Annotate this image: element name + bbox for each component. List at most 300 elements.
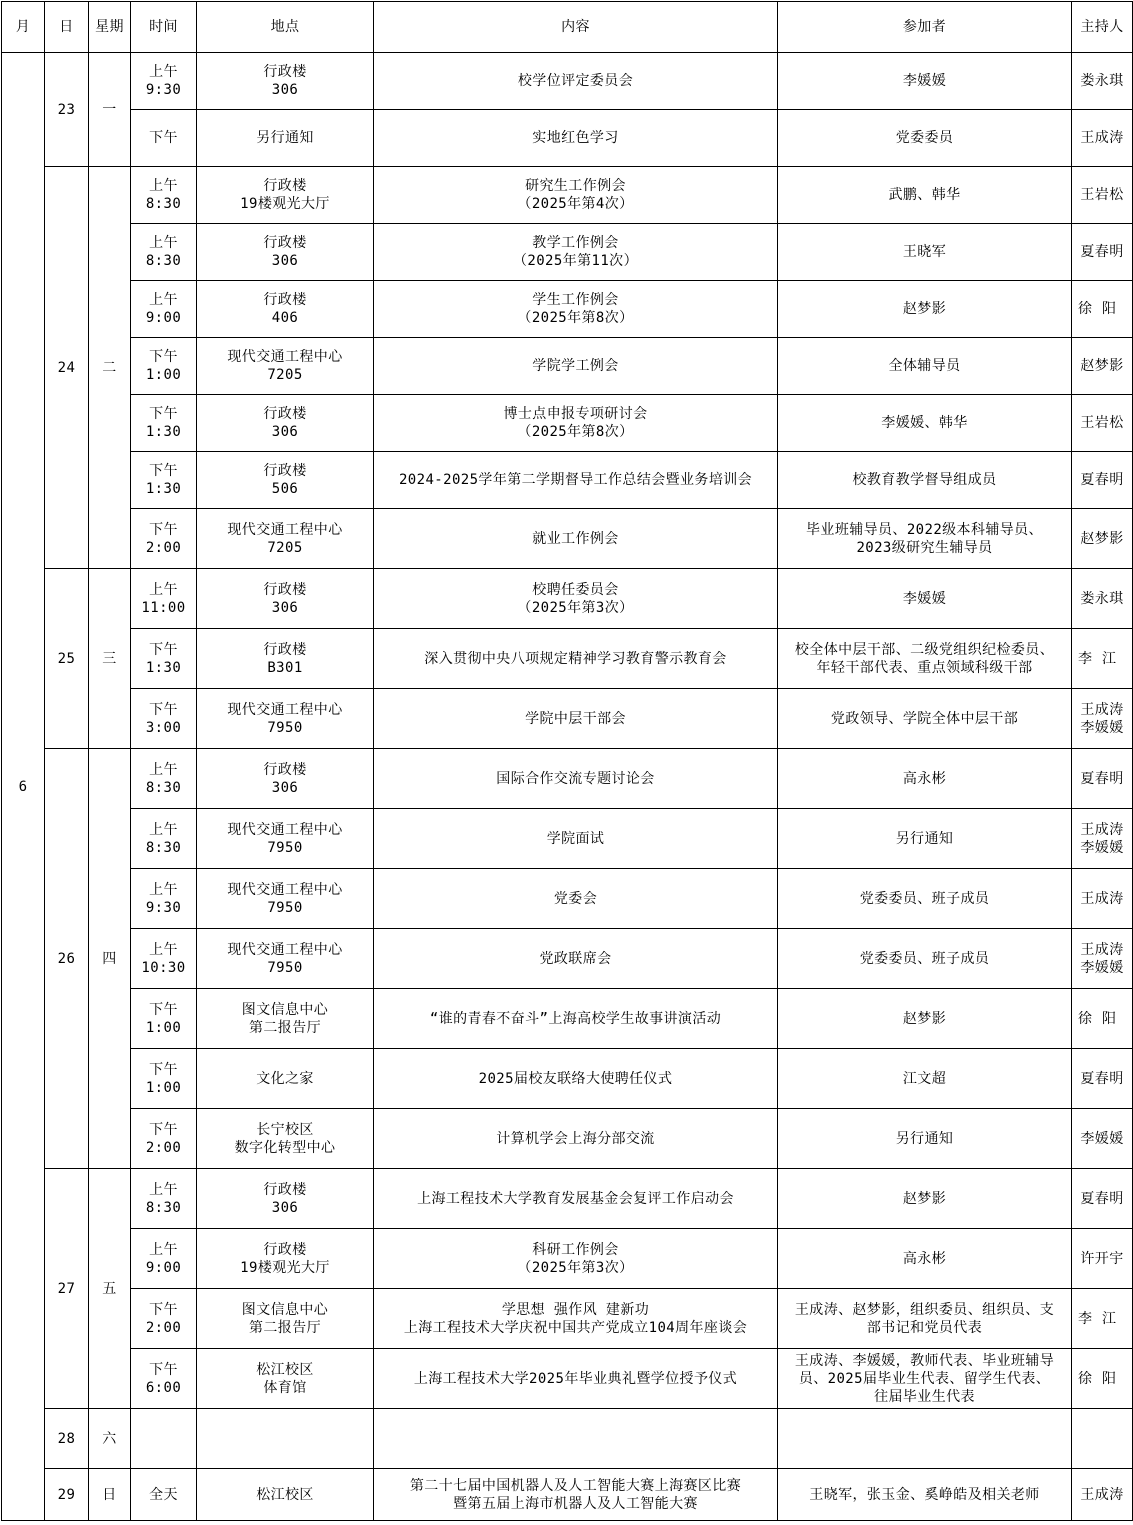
content-cell <box>374 224 778 281</box>
day-cell: 23 <box>45 53 89 167</box>
table-row <box>2 809 1133 869</box>
participants-cell <box>778 452 1072 509</box>
time-line: 下午 <box>149 521 178 538</box>
participants-cell <box>778 749 1072 809</box>
header-participants: 参加者 <box>778 2 1072 53</box>
location-line: 另行通知 <box>256 130 314 146</box>
content-line: 科研工作例会 <box>532 1241 619 1258</box>
location-cell <box>197 1409 374 1469</box>
host-line: 夏春明 <box>1080 1070 1124 1087</box>
time-line: 上午 <box>149 821 178 838</box>
participants-line: 李媛媛、韩华 <box>881 415 968 431</box>
location-line: 7950 <box>267 719 303 736</box>
day-cell: 28 <box>45 1409 89 1469</box>
location-cell <box>197 452 374 509</box>
location-cell <box>197 167 374 224</box>
host-cell <box>1072 1289 1133 1349</box>
host-cell <box>1072 1049 1133 1109</box>
participants-line: 部书记和党员代表 <box>866 1319 983 1336</box>
time-cell <box>131 749 197 809</box>
participants-cell <box>778 1469 1072 1521</box>
time-line: 8:30 <box>145 1199 182 1216</box>
content-line: （2025年第3次） <box>517 1259 634 1276</box>
participants-cell <box>778 569 1072 629</box>
location-cell <box>197 569 374 629</box>
table-row <box>2 989 1133 1049</box>
time-cell <box>131 1289 197 1349</box>
time-cell <box>131 395 197 452</box>
location-line: 行政楼 <box>263 463 307 479</box>
location-line: 图文信息中心 <box>241 1301 329 1318</box>
content-cell <box>374 1349 778 1409</box>
content-line: 上海工程技术大学庆祝中国共产党成立104周年座谈会 <box>403 1319 748 1336</box>
time-line: 11:00 <box>141 599 186 616</box>
time-cell <box>131 281 197 338</box>
time-line: 上午 <box>149 581 178 598</box>
host-line: 赵梦影 <box>1080 358 1124 374</box>
time-cell <box>131 689 197 749</box>
location-line: 19楼观光大厅 <box>240 196 330 212</box>
location-line: 行政楼 <box>263 641 307 658</box>
time-line: 上午 <box>149 292 178 308</box>
participants-line: 校全体中层干部、二级党组织纪检委员、 <box>794 641 1055 658</box>
time-line: 上午 <box>149 178 178 194</box>
time-line: 下午 <box>149 1301 178 1318</box>
participants-cell <box>778 929 1072 989</box>
table-row <box>2 452 1133 509</box>
location-cell <box>197 1049 374 1109</box>
table-row <box>2 395 1133 452</box>
content-line: （2025年第8次） <box>517 424 634 440</box>
participants-cell <box>778 224 1072 281</box>
location-cell <box>197 1349 374 1409</box>
time-cell <box>131 509 197 569</box>
participants-line: 2023级研究生辅导员 <box>856 539 993 556</box>
time-cell <box>131 110 197 167</box>
location-cell <box>197 689 374 749</box>
day-cell: 26 <box>45 749 89 1169</box>
content-cell <box>374 809 778 869</box>
day-cell: 27 <box>45 1169 89 1409</box>
content-line: 研究生工作例会 <box>525 178 626 194</box>
host-line: 李媛媛 <box>1080 959 1124 976</box>
content-line: 学思想 强作风 建新功 <box>501 1301 650 1318</box>
participants-line: 李媛媛 <box>902 73 947 89</box>
location-line: 行政楼 <box>263 1241 307 1258</box>
host-line: 王岩松 <box>1080 187 1124 203</box>
content-line: 实地红色学习 <box>532 130 619 146</box>
host-line: 徐阳 <box>1078 1010 1126 1027</box>
participants-line: 王晓军，张玉金、奚峥皓及相关老师 <box>809 1486 1040 1503</box>
table-row <box>2 869 1133 929</box>
location-line: 现代交通工程中心 <box>227 521 343 538</box>
host-cell <box>1072 749 1133 809</box>
time-line: 2:00 <box>145 1139 182 1156</box>
time-cell <box>131 1049 197 1109</box>
time-cell <box>131 569 197 629</box>
time-line: 1:00 <box>145 367 182 383</box>
host-line: 夏春明 <box>1080 1190 1124 1207</box>
table-row <box>2 629 1133 689</box>
content-line: 党政联席会 <box>539 950 612 967</box>
host-cell <box>1072 452 1133 509</box>
content-cell <box>374 689 778 749</box>
location-line: 306 <box>271 599 299 616</box>
host-line: 许开宇 <box>1080 1250 1124 1267</box>
participants-cell <box>778 809 1072 869</box>
content-cell <box>374 989 778 1049</box>
location-line: 306 <box>271 1199 299 1216</box>
location-line: B301 <box>267 659 303 676</box>
location-cell <box>197 224 374 281</box>
content-line: 深入贯彻中央八项规定精神学习教育警示教育会 <box>424 650 727 667</box>
location-line: 行政楼 <box>263 292 307 308</box>
time-cell <box>131 809 197 869</box>
participants-line: 党委委员、班子成员 <box>859 890 990 907</box>
location-line: 现代交通工程中心 <box>227 349 343 365</box>
content-line: 校学位评定委员会 <box>517 73 634 89</box>
participants-line: 王成涛、李媛媛，教师代表、毕业班辅导 <box>794 1352 1055 1369</box>
host-cell <box>1072 110 1133 167</box>
host-line: 王成涛 <box>1080 130 1124 146</box>
table-row <box>2 167 1133 224</box>
location-line: 松江校区 <box>256 1486 314 1503</box>
participants-cell <box>778 1409 1072 1469</box>
location-line: 现代交通工程中心 <box>227 701 343 718</box>
location-cell <box>197 53 374 110</box>
location-cell <box>197 1289 374 1349</box>
content-line: 暨第五届上海市机器人及人工智能大赛 <box>453 1495 698 1512</box>
location-line: 行政楼 <box>263 761 307 778</box>
content-cell <box>374 1169 778 1229</box>
content-cell <box>374 53 778 110</box>
location-line: 行政楼 <box>263 178 307 194</box>
time-line: 上午 <box>149 761 178 778</box>
time-cell <box>131 1409 197 1469</box>
content-line: 2024-2025学年第二学期督导工作总结会暨业务培训会 <box>398 472 753 488</box>
weekday-cell: 六 <box>89 1409 131 1469</box>
location-line: 行政楼 <box>263 581 307 598</box>
participants-line: 高永彬 <box>902 770 947 787</box>
host-cell <box>1072 689 1133 749</box>
table-row <box>2 338 1133 395</box>
weekday-cell: 日 <box>89 1469 131 1521</box>
time-line: 1:30 <box>145 659 182 676</box>
participants-cell <box>778 395 1072 452</box>
location-line: 图文信息中心 <box>241 1001 329 1018</box>
time-line: 上午 <box>149 64 178 80</box>
participants-cell <box>778 869 1072 929</box>
content-cell <box>374 281 778 338</box>
header-row <box>2 2 1133 53</box>
table-row <box>2 689 1133 749</box>
participants-line: 江文超 <box>902 1070 947 1087</box>
participants-cell <box>778 1229 1072 1289</box>
location-line: 现代交通工程中心 <box>227 881 343 898</box>
location-line: 306 <box>271 424 299 440</box>
time-cell <box>131 1169 197 1229</box>
host-line: 赵梦影 <box>1080 530 1124 547</box>
location-cell <box>197 509 374 569</box>
host-cell <box>1072 809 1133 869</box>
content-cell <box>374 1469 778 1521</box>
time-line: 8:30 <box>145 839 182 856</box>
location-cell <box>197 629 374 689</box>
participants-line: 年轻干部代表、重点领域科级干部 <box>816 659 1033 676</box>
time-line: 下午 <box>149 349 178 365</box>
time-cell <box>131 224 197 281</box>
table-row <box>2 1229 1133 1289</box>
location-line: 7950 <box>267 959 303 976</box>
content-line: （2025年第8次） <box>517 310 634 326</box>
host-line: 王成涛 <box>1080 941 1124 958</box>
host-line: 夏春明 <box>1080 244 1124 260</box>
host-cell <box>1072 869 1133 929</box>
content-line: （2025年第11次） <box>513 253 638 269</box>
host-cell <box>1072 629 1133 689</box>
location-line: 数字化转型中心 <box>234 1139 336 1156</box>
location-line: 19楼观光大厅 <box>240 1259 330 1276</box>
participants-cell <box>778 1289 1072 1349</box>
participants-cell <box>778 281 1072 338</box>
content-cell <box>374 167 778 224</box>
location-line: 406 <box>271 310 299 326</box>
location-cell <box>197 749 374 809</box>
time-line: 9:30 <box>145 899 182 916</box>
schedule-body <box>2 53 1133 1521</box>
content-line: 学院中层干部会 <box>525 710 626 727</box>
time-line: 3:00 <box>145 719 182 736</box>
time-cell <box>131 452 197 509</box>
participants-line: 王成涛、赵梦影，组织委员、组织员、支 <box>794 1301 1055 1318</box>
location-line: 行政楼 <box>263 1181 307 1198</box>
participants-line: 员、2025届毕业生代表、留学生代表、 <box>798 1370 1051 1387</box>
participants-line: 毕业班辅导员、2022级本科辅导员、 <box>806 521 1043 538</box>
time-line: 9:00 <box>145 310 182 326</box>
content-cell <box>374 509 778 569</box>
weekday-cell: 四 <box>89 749 131 1169</box>
content-cell <box>374 1409 778 1469</box>
host-line: 李媛媛 <box>1080 1130 1124 1147</box>
location-cell <box>197 1169 374 1229</box>
host-cell <box>1072 167 1133 224</box>
participants-cell <box>778 689 1072 749</box>
time-line: 下午 <box>149 130 178 146</box>
time-line: 上午 <box>149 1181 178 1198</box>
content-line: “谁的青春不奋斗”上海高校学生故事讲演活动 <box>429 1010 722 1027</box>
month-cell: 6 <box>2 53 45 1521</box>
time-cell <box>131 1109 197 1169</box>
header-time: 时间 <box>131 2 197 53</box>
location-line: 7205 <box>267 367 303 383</box>
time-line: 9:30 <box>145 82 182 98</box>
time-line: 下午 <box>149 406 178 422</box>
participants-cell <box>778 1349 1072 1409</box>
content-line: 教学工作例会 <box>532 235 619 251</box>
table-row <box>2 929 1133 989</box>
weekday-cell: 五 <box>89 1169 131 1409</box>
table-row <box>2 53 1133 110</box>
table-row <box>2 509 1133 569</box>
content-line: （2025年第4次） <box>517 196 634 212</box>
content-cell <box>374 1229 778 1289</box>
table-row <box>2 1049 1133 1109</box>
time-line: 1:00 <box>145 1019 182 1036</box>
host-line: 李江 <box>1078 1310 1126 1327</box>
host-cell <box>1072 1169 1133 1229</box>
time-line: 下午 <box>149 701 178 718</box>
time-cell <box>131 1349 197 1409</box>
host-cell <box>1072 929 1133 989</box>
table-row <box>2 1409 1133 1469</box>
location-cell <box>197 869 374 929</box>
time-line: 上午 <box>149 1241 178 1258</box>
table-row <box>2 281 1133 338</box>
content-cell <box>374 869 778 929</box>
weekday-cell: 二 <box>89 167 131 569</box>
location-line: 文化之家 <box>256 1070 314 1087</box>
location-line: 行政楼 <box>263 64 307 80</box>
content-cell <box>374 110 778 167</box>
host-line: 娄永琪 <box>1080 590 1124 607</box>
location-cell <box>197 1109 374 1169</box>
content-cell <box>374 749 778 809</box>
participants-cell <box>778 629 1072 689</box>
host-line: 徐阳 <box>1078 1370 1126 1387</box>
location-line: 行政楼 <box>263 406 307 422</box>
host-cell <box>1072 1109 1133 1169</box>
participants-line: 赵梦影 <box>902 1010 947 1027</box>
location-line: 现代交通工程中心 <box>227 941 343 958</box>
time-line: 1:30 <box>145 424 182 440</box>
host-line: 夏春明 <box>1080 472 1124 488</box>
location-cell <box>197 989 374 1049</box>
time-line: 1:00 <box>145 1079 182 1096</box>
host-cell <box>1072 509 1133 569</box>
header-host: 主持人 <box>1072 2 1133 53</box>
host-cell <box>1072 1229 1133 1289</box>
host-cell <box>1072 569 1133 629</box>
schedule-table <box>1 1 1133 1521</box>
time-cell <box>131 1229 197 1289</box>
content-cell <box>374 1289 778 1349</box>
participants-cell <box>778 110 1072 167</box>
host-line: 王成涛 <box>1080 1486 1124 1503</box>
host-line: 王成涛 <box>1080 890 1124 907</box>
time-line: 上午 <box>149 941 178 958</box>
content-line: （2025年第3次） <box>517 599 634 616</box>
participants-line: 党委委员 <box>895 130 954 146</box>
content-cell <box>374 629 778 689</box>
time-cell <box>131 167 197 224</box>
content-cell <box>374 1109 778 1169</box>
host-line: 李江 <box>1078 650 1126 667</box>
table-row <box>2 1109 1133 1169</box>
header-location: 地点 <box>197 2 374 53</box>
location-line: 松江校区 <box>256 1361 314 1378</box>
header-month: 月 <box>2 2 45 53</box>
location-line: 第二报告厅 <box>249 1019 321 1036</box>
location-cell <box>197 110 374 167</box>
location-cell <box>197 1229 374 1289</box>
content-line: 计算机学会上海分部交流 <box>496 1130 655 1147</box>
participants-line: 全体辅导员 <box>888 358 961 374</box>
time-line: 8:30 <box>145 253 182 269</box>
location-line: 7205 <box>267 539 303 556</box>
table-row <box>2 1349 1133 1409</box>
table-row <box>2 1289 1133 1349</box>
host-cell <box>1072 224 1133 281</box>
content-cell <box>374 395 778 452</box>
time-cell <box>131 989 197 1049</box>
participants-line: 校教育教学督导组成员 <box>852 472 997 488</box>
participants-cell <box>778 1109 1072 1169</box>
time-line: 8:30 <box>145 196 182 212</box>
location-cell <box>197 338 374 395</box>
time-line: 2:00 <box>145 1319 182 1336</box>
location-cell <box>197 395 374 452</box>
weekday-cell: 一 <box>89 53 131 167</box>
location-cell <box>197 1469 374 1521</box>
time-line: 上午 <box>149 235 178 251</box>
time-cell <box>131 338 197 395</box>
participants-line: 党委委员、班子成员 <box>859 950 990 967</box>
host-cell <box>1072 1349 1133 1409</box>
host-line: 王成涛 <box>1080 701 1124 718</box>
time-line: 9:00 <box>145 1259 182 1276</box>
time-line: 2:00 <box>145 539 182 556</box>
participants-cell <box>778 509 1072 569</box>
host-cell <box>1072 338 1133 395</box>
location-line: 7950 <box>267 839 303 856</box>
location-line: 长宁校区 <box>256 1121 314 1138</box>
content-line: 党委会 <box>553 890 598 907</box>
participants-cell <box>778 989 1072 1049</box>
table-row <box>2 1169 1133 1229</box>
host-cell <box>1072 1469 1133 1521</box>
participants-cell <box>778 1049 1072 1109</box>
participants-line: 往届毕业生代表 <box>874 1388 975 1405</box>
time-cell <box>131 1469 197 1521</box>
content-line: 学院面试 <box>546 830 605 847</box>
time-line: 下午 <box>149 463 178 479</box>
participants-cell <box>778 338 1072 395</box>
day-cell: 24 <box>45 167 89 569</box>
time-line: 10:30 <box>141 959 186 976</box>
table-row <box>2 749 1133 809</box>
participants-line: 另行通知 <box>895 830 954 847</box>
participants-line: 另行通知 <box>895 1130 954 1147</box>
host-line: 李媛媛 <box>1080 839 1124 856</box>
time-cell <box>131 929 197 989</box>
location-line: 306 <box>271 82 299 98</box>
host-cell <box>1072 1409 1133 1469</box>
content-line: 上海工程技术大学教育发展基金会复评工作启动会 <box>417 1190 734 1207</box>
time-line: 下午 <box>149 1121 178 1138</box>
header-day: 日 <box>45 2 89 53</box>
location-line: 306 <box>271 253 299 269</box>
location-cell <box>197 929 374 989</box>
day-cell: 25 <box>45 569 89 749</box>
header-weekday: 星期 <box>89 2 131 53</box>
participants-line: 赵梦影 <box>902 1190 947 1207</box>
time-line: 下午 <box>149 1361 178 1378</box>
location-line: 行政楼 <box>263 235 307 251</box>
host-line: 娄永琪 <box>1080 73 1124 89</box>
participants-line: 王晓军 <box>902 244 947 260</box>
content-line: 博士点申报专项研讨会 <box>503 406 648 422</box>
location-line: 体育馆 <box>263 1379 307 1396</box>
